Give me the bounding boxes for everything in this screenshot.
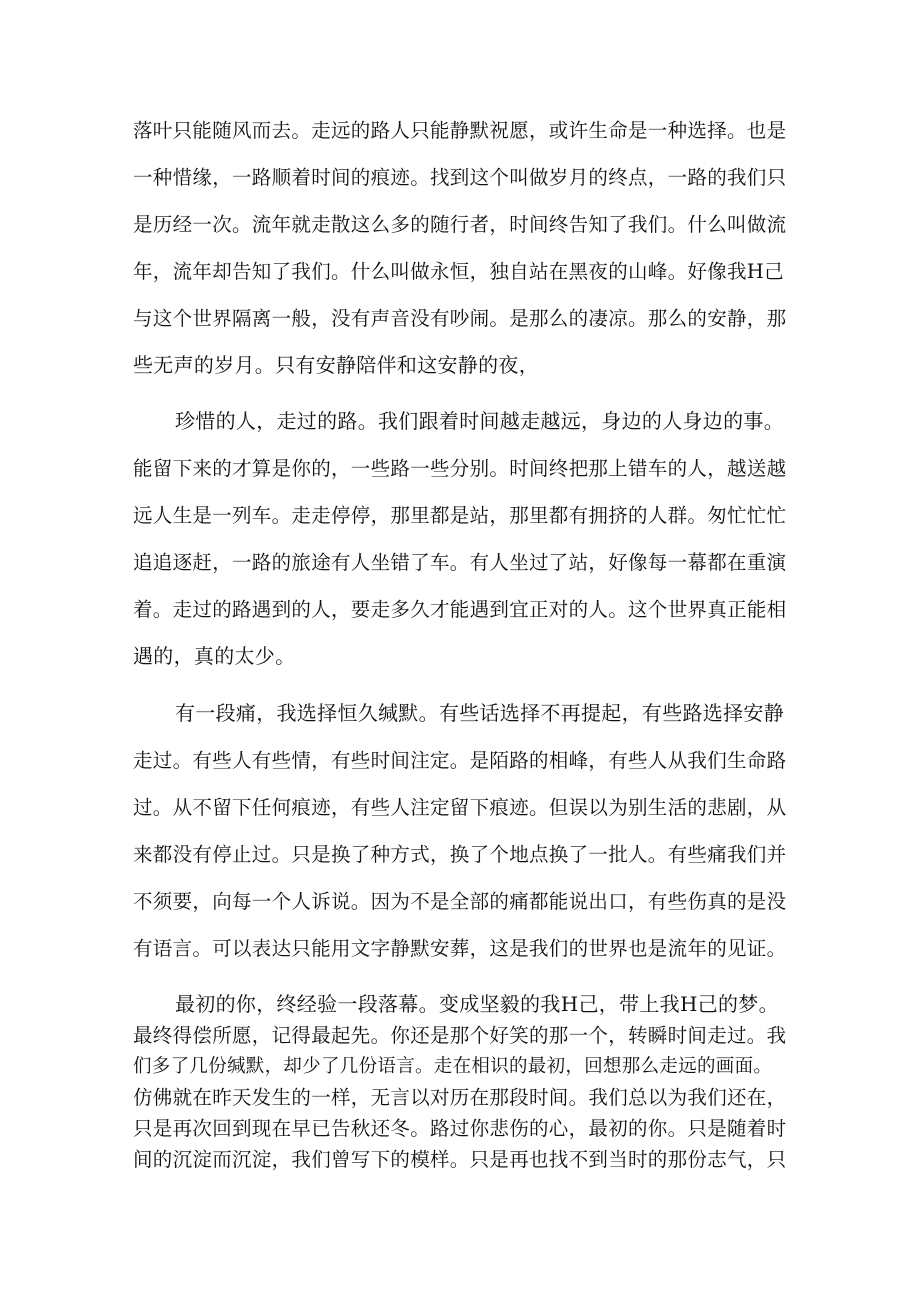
paragraph-line: 不须要，向每一个人诉说。因为不是全部的痛都能说出口，有些伤真的是没 [133,890,787,913]
paragraph-line: 能留下来的才算是你的，一些路一些分别。时间终把那上错车的人，越送越 [133,457,787,480]
paragraph-line: 来都没有停止过。只是换了种方式，换了个地点换了一批人。有些痛我们并 [133,843,787,866]
paragraph-line: 间的沉淀而沉淀，我们曾写下的模样。只是再也找不到当时的那份志气，只 [133,1148,787,1171]
paragraph-line: 遇的，真的太少。 [133,644,296,668]
paragraph-3 [133,690,788,972]
paragraph-line: 有一段痛，我选择恒久缄默。有些话选择不再提起，有些路选择安静 [175,701,784,725]
paragraph-line: 只是再次回到现在早已告秋还冬。路过你悲伤的心，最初的你。只是随着时 [133,1117,787,1140]
paragraph-line: 远人生是一列车。走走停停，那里都是站，那里都有拥挤的人群。匆忙忙忙 [133,504,787,527]
paragraph-line: 着。走过的路遇到的人，要走多久才能遇到宜正对的人。这个世界真正能相 [133,598,787,621]
paragraph-line: 年，流年却告知了我们。什么叫做永恒，独自站在黑夜的山峰。好像我H己 [133,260,784,283]
paragraph-2 [133,398,788,680]
paragraph-line: 落叶只能随风而去。走远的路人只能静默祝愿，或许生命是一种选择。也是 [133,119,787,142]
paragraph-line: 是历经一次。流年就走散这么多的随行者，时间终告知了我们。什么叫做流 [133,213,787,236]
paragraph-line: 过。从不留下任何痕迹，有些人注定留下痕迹。但误以为别生活的悲剧，从 [133,796,787,819]
paragraph-line: 们多了几份缄默，却少了几份语言。走在相识的最初，回想那么走远的画面。 [133,1056,773,1077]
paragraph-line: 最终得偿所愿，记得最起先。你还是那个好笑的那一个，转瞬时间走过。我 [133,1024,787,1047]
paragraph-line: 与这个世界隔离一般，没有声音没有吵闹。是那么的凄凉。那么的安静，那 [133,307,787,330]
paragraph-line: 追追逐赶，一路的旅途有人坐错了车。有人坐过了站，好像每一幕都在重演 [133,551,787,574]
paragraph-line: 走过。有些人有些情，有些时间注定。是陌路的相峰，有些人从我们生命路 [133,749,787,772]
paragraph-line: 珍惜的人，走过的路。我们跟着时间越走越远，身边的人身边的事。 [175,409,784,433]
paragraph-line: 有语言。可以表达只能用文字静默安葬，这是我们的世界也是流年的见证。 [133,937,787,960]
paragraph-line: 一种惜缘，一路顺着时间的痕迹。找到这个叫做岁月的终点，一路的我们只 [133,166,787,189]
paragraph-line: 仿佛就在昨天发生的一样，无言以对历在那段时间。我们总以为我们还在， [133,1086,787,1109]
paragraph-line: 最初的你，终经验一段落幕。变成坚毅的我H己，带上我H己的梦。 [175,992,779,1016]
paragraph-line: 些无声的岁月。只有安静陪伴和这安静的夜， [133,353,539,377]
paragraph-4 [133,989,788,1175]
paragraph-1 [133,107,788,389]
